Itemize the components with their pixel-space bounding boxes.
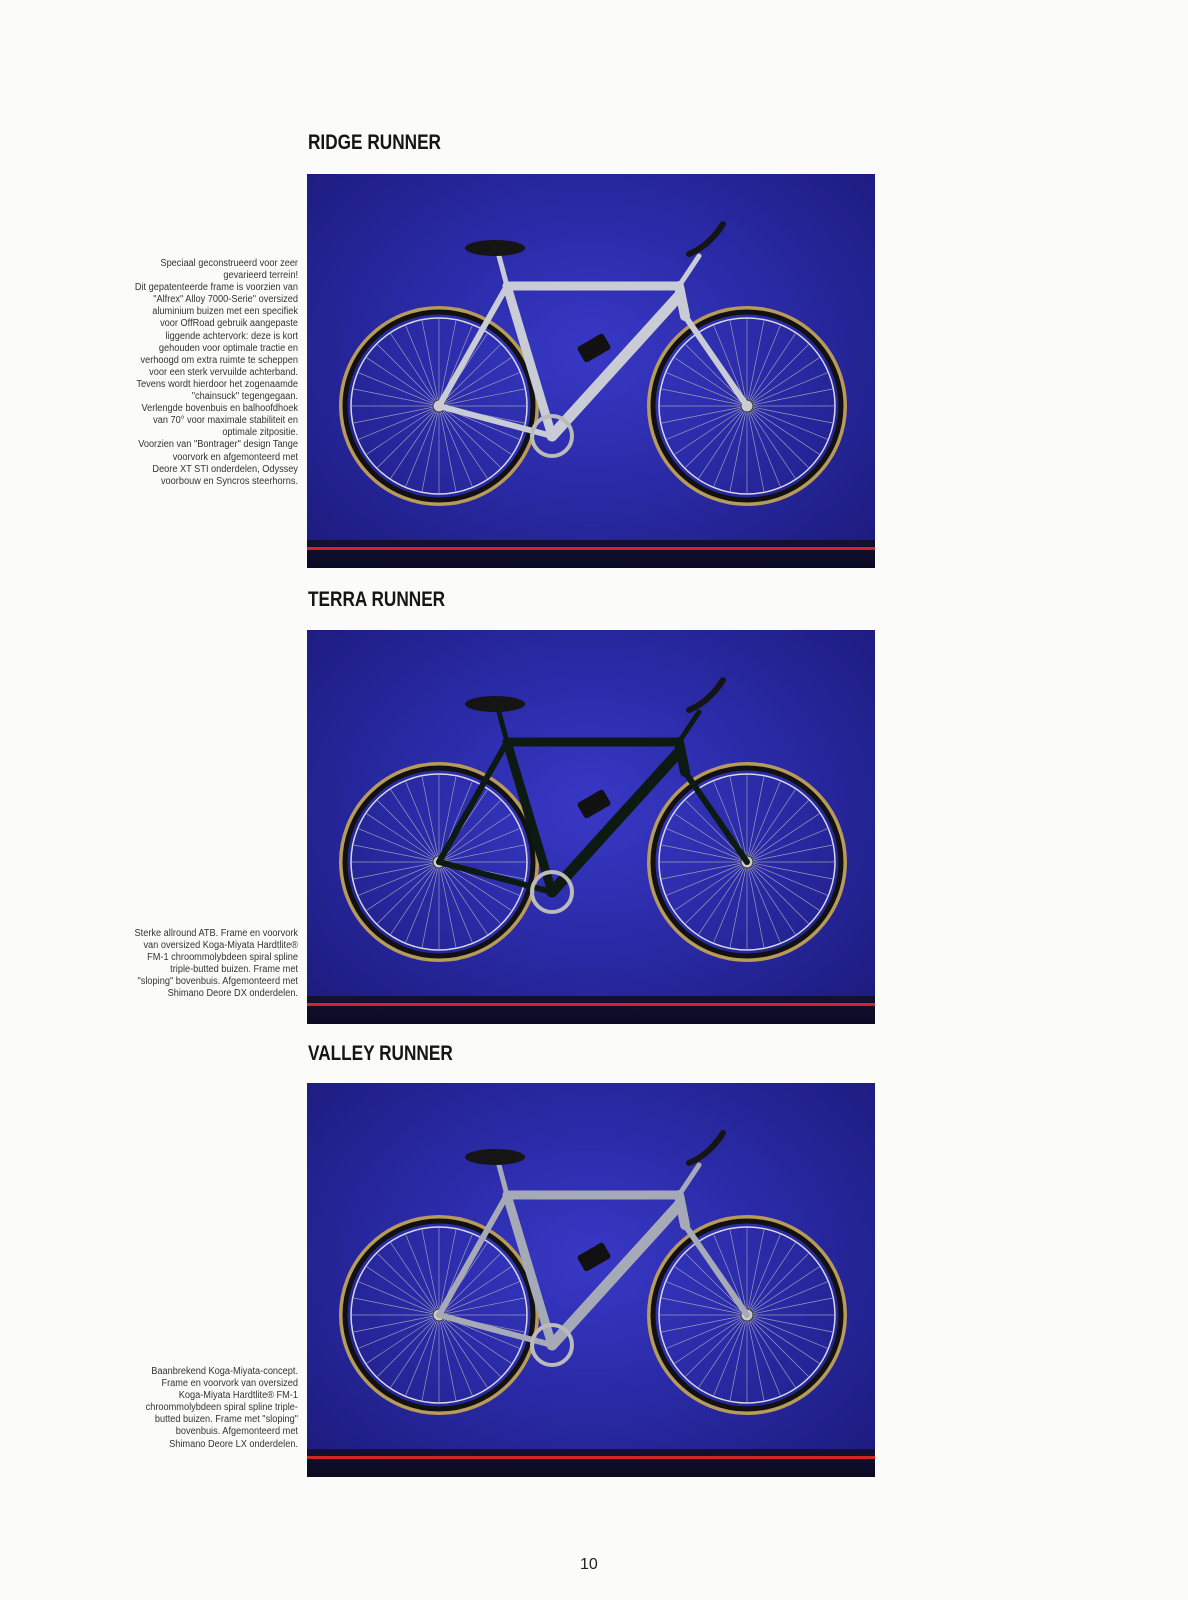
handlebar [689, 1133, 723, 1163]
description-line: van oversized Koga-Miyata Hardtlite® [143, 940, 298, 952]
description-line: gehouden voor optimale tractie en [158, 342, 298, 354]
description-line: Dit gepatenteerde frame is voorzien van [134, 282, 298, 294]
description-line: gevarieerd terrein! [223, 270, 298, 282]
saddle [465, 240, 525, 256]
description-line: voor OffRoad gebruik aangepaste [160, 318, 298, 330]
bottle-cage [577, 1242, 612, 1273]
description-line: optimale zitpositie. [222, 427, 298, 439]
description-line: voor een sterk vervuilde achterband. [149, 366, 298, 378]
bottle-cage [577, 333, 612, 364]
description-line: Shimano Deore LX onderdelen. [169, 1438, 298, 1450]
description-line: Baanbrekend Koga-Miyata-concept. [151, 1366, 298, 1377]
saddle [465, 696, 525, 712]
description-line: Koga-Miyata Hardtlite® FM-1 [178, 1390, 298, 1402]
photo-floor [307, 996, 875, 1024]
description-line: liggende achtervork: deze is kort [165, 330, 298, 342]
description-line: chroommolybdeen spiral spline triple- [145, 1402, 298, 1414]
description-line: Frame en voorvork van oversized [161, 1378, 298, 1390]
description-line: triple-butted buizen. Frame met [170, 964, 298, 976]
description-line: Deore XT STI onderdelen, Odyssey [152, 463, 298, 475]
description-line: Speciaal geconstrueerd voor zeer [160, 258, 298, 269]
description-line: Verlengde bovenbuis en balhoofdhoek [141, 403, 298, 415]
red-stripe [307, 1456, 875, 1459]
bike-title: TERRA RUNNER [308, 588, 446, 611]
description-line: "sloping" bovenbuis. Afgemonteerd met [137, 976, 298, 988]
bike-title: VALLEY RUNNER [308, 1042, 453, 1065]
bike-illustration [307, 174, 875, 568]
bottle-cage [577, 789, 612, 820]
description-line: Tevens wordt hierdoor het zogenaamde [136, 378, 298, 390]
description-line: butted buizen. Frame met "sloping" [154, 1414, 298, 1426]
description-line: Voorzien van "Bontrager" design Tange [138, 439, 298, 451]
bike-illustration [307, 630, 875, 1024]
description-line: Shimano Deore DX onderdelen. [167, 988, 298, 1000]
description-line: verhoogd om extra ruimte te scheppen [140, 354, 298, 366]
bike-description [108, 928, 298, 1001]
description-line: bovenbuis. Afgemonteerd met [175, 1426, 298, 1438]
bike-illustration [307, 1083, 875, 1477]
bike-title: RIDGE RUNNER [308, 131, 441, 154]
bike-description [108, 258, 298, 488]
description-line: van 70° voor maximale stabiliteit en [153, 415, 298, 427]
photo-floor [307, 1449, 875, 1477]
description-line: "Alfrex" Alloy 7000-Serie" oversized [153, 294, 298, 306]
description-line: voorbouw en Syncros steerhorns. [160, 475, 298, 487]
description-line: Sterke allround ATB. Frame en voorvork [134, 928, 298, 939]
saddle [465, 1149, 525, 1165]
description-line: aluminium buizen met een specifiek [152, 306, 298, 318]
red-stripe [307, 547, 875, 550]
description-line: "chainsuck" tegengegaan. [191, 391, 298, 403]
handlebar [689, 224, 723, 254]
bike-photo [307, 174, 875, 568]
handlebar [689, 680, 723, 710]
red-stripe [307, 1003, 875, 1006]
bike-description [108, 1366, 298, 1451]
page-number: 10 [580, 1556, 598, 1573]
description-line: voorvork en afgemonteerd met [172, 451, 298, 463]
bike-photo [307, 630, 875, 1024]
bike-photo [307, 1083, 875, 1477]
description-line: FM-1 chroommolybdeen spiral spline [147, 952, 298, 964]
photo-floor [307, 540, 875, 568]
